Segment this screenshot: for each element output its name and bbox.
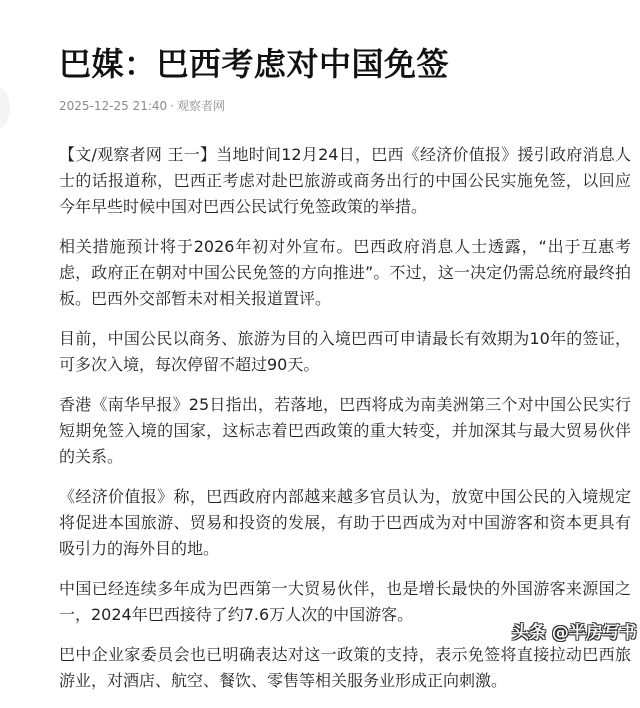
paragraph: 相关措施预计将于2026年初对外宣布。巴西政府消息人士透露，“出于互惠考虑，政府正在朝对中国公民免签的方向推进”。不过，这一决定仍需总统府最终拍板。巴西外交部暂未对相关报道置评。: [59, 237, 631, 308]
meta-separator: ·: [170, 99, 174, 113]
paragraph: 中国已经连续多年成为巴西第一大贸易伙伴，也是增长最快的外国游客来源国之一，2024年巴西接待了约7.6万人次的中国游客。: [59, 579, 631, 624]
paragraph: 【文/观察者网 王一】当地时间12月24日，巴西《经济价值报》援引政府消息人士的话报道称，巴西正考虑对赴巴旅游或商务出行的中国公民实施免签，以回应今年早些时候中国对巴西公民试行免签政策的举措。: [59, 145, 631, 216]
side-scroll-handle[interactable]: [0, 88, 10, 128]
article-title: 巴媒：巴西考虑对中国免签: [59, 45, 450, 83]
watermark: 头条 @半房写书: [512, 623, 637, 643]
publish-datetime: 2025-12-25 21:40: [59, 99, 168, 113]
paragraph: 巴中企业家委员会也已明确表达对这一政策的支持，表示免签将直接拉动巴西旅游业，对酒店、航空、餐饮、零售等相关服务业形成正向刺激。: [59, 645, 631, 690]
paragraph: 《经济价值报》称，巴西政府内部越来越多官员认为，放宽中国公民的入境规定将促进本国旅游、贸易和投资的发展，有助于巴西成为对中国游客和资本更具有吸引力的海外目的地。: [59, 487, 631, 558]
paragraph: 目前，中国公民以商务、旅游为目的入境巴西可申请最长有效期为10年的签证，可多次入境，每次停留不超过90天。: [59, 329, 631, 374]
source-link[interactable]: 观察者网: [176, 99, 225, 113]
article-meta: [59, 98, 225, 114]
paragraph: 香港《南华早报》25日指出，若落地，巴西将成为南美洲第三个对中国公民实行短期免签入境的国家，这标志着巴西政策的重大转变，并加深其与最大贸易伙伴的关系。: [59, 395, 631, 466]
